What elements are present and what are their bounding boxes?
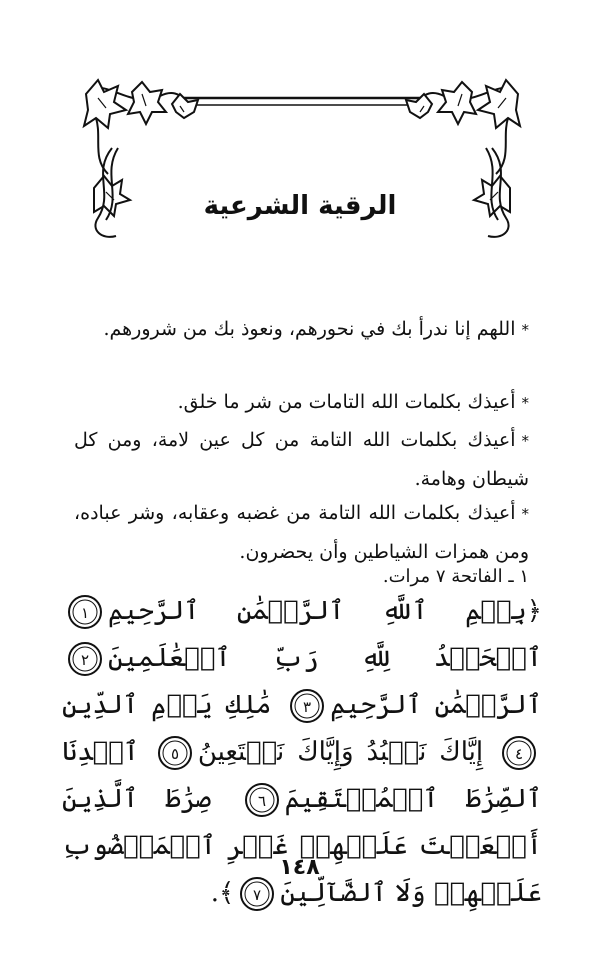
ayah-number: ٥ [170, 745, 179, 763]
fatiha-verse: صِرَٰطَ ٱلَّذِينَ أَنۡعَمۡتَ عَلَيۡهِمۡ غَيۡرِ ٱلۡمَغۡضُوبِ عَلَيۡهِمۡ وَلَا ٱلضَّآلِّينَ [62, 784, 542, 908]
bullet-star: * [521, 432, 529, 450]
quran-open-bracket: ﴿ [526, 596, 542, 626]
page-title: الرقية الشرعية [203, 191, 397, 221]
ayah-number-mark [66, 640, 104, 678]
ayah-number: ٧ [253, 886, 262, 904]
ayah-number-mark [66, 593, 104, 631]
end-mark: . [210, 878, 219, 908]
page-number: ١٤٨ [279, 855, 320, 880]
paragraph-text: أعيذك بكلمات الله التامات من شر ما خلق. [177, 391, 516, 413]
bullet-star: * [521, 321, 529, 339]
ayah-number: ٢ [80, 651, 90, 669]
paragraph-text: أعيذك بكلمات الله التامة من كل عين لامة، ومن كل شيطان وهامة. [74, 429, 529, 490]
fatiha-verse: ٱلرَّحۡمَٰنِ ٱلرَّحِيمِ [330, 690, 542, 720]
bullet-star: * [521, 394, 529, 412]
ayah-number-mark [238, 875, 276, 913]
fatiha-verse: بِسۡمِ ٱللَّهِ ٱلرَّحۡمَٰنِ ٱلرَّحِيمِ [108, 596, 527, 626]
ayah-number-mark [156, 734, 194, 772]
fatiha-verse: إِيَّاكَ نَعۡبُدُ وَإِيَّاكَ نَسۡتَعِينُ [197, 737, 484, 767]
paragraph-text: اللهم إنا ندرأ بك في نحورهم، ونعوذ بك من شرورهم. [103, 318, 516, 340]
ayah-number: ٣ [303, 698, 312, 716]
quran-close-bracket: ﴾ [219, 878, 235, 908]
fatiha-verse: ٱهۡدِنَا ٱلصِّرَٰطَ ٱلۡمُسۡتَقِيمَ [62, 737, 542, 814]
ruqya-paragraph-4 [74, 494, 529, 571]
fatiha-verse: مَٰلِكِ يَوۡمِ ٱلدِّينِ [62, 690, 272, 720]
ruqya-paragraph-1 [74, 310, 529, 349]
ayah-number-mark [288, 687, 326, 725]
fatiha-heading: ١ ـ الفاتحة ٧ مرات. [382, 566, 529, 587]
ruqya-paragraph-2 [74, 383, 529, 422]
ruqya-paragraph-3 [74, 421, 529, 498]
ayah-number: ٤ [514, 745, 524, 763]
fatiha-verse: ٱلۡحَمۡدُ لِلَّهِ رَبِّ ٱلۡعَٰلَمِينَ [108, 643, 542, 673]
ayah-number-mark [500, 734, 538, 772]
ayah-number: ١ [80, 604, 90, 622]
paragraph-text: أعيذك بكلمات الله التامة من غضبه وعقابه، وشر عباده، ومن همزات الشياطين وأن يحضرون. [74, 502, 529, 563]
bullet-star: * [521, 505, 529, 523]
ayah-number-mark [243, 781, 281, 819]
ayah-number: ٦ [257, 792, 266, 810]
